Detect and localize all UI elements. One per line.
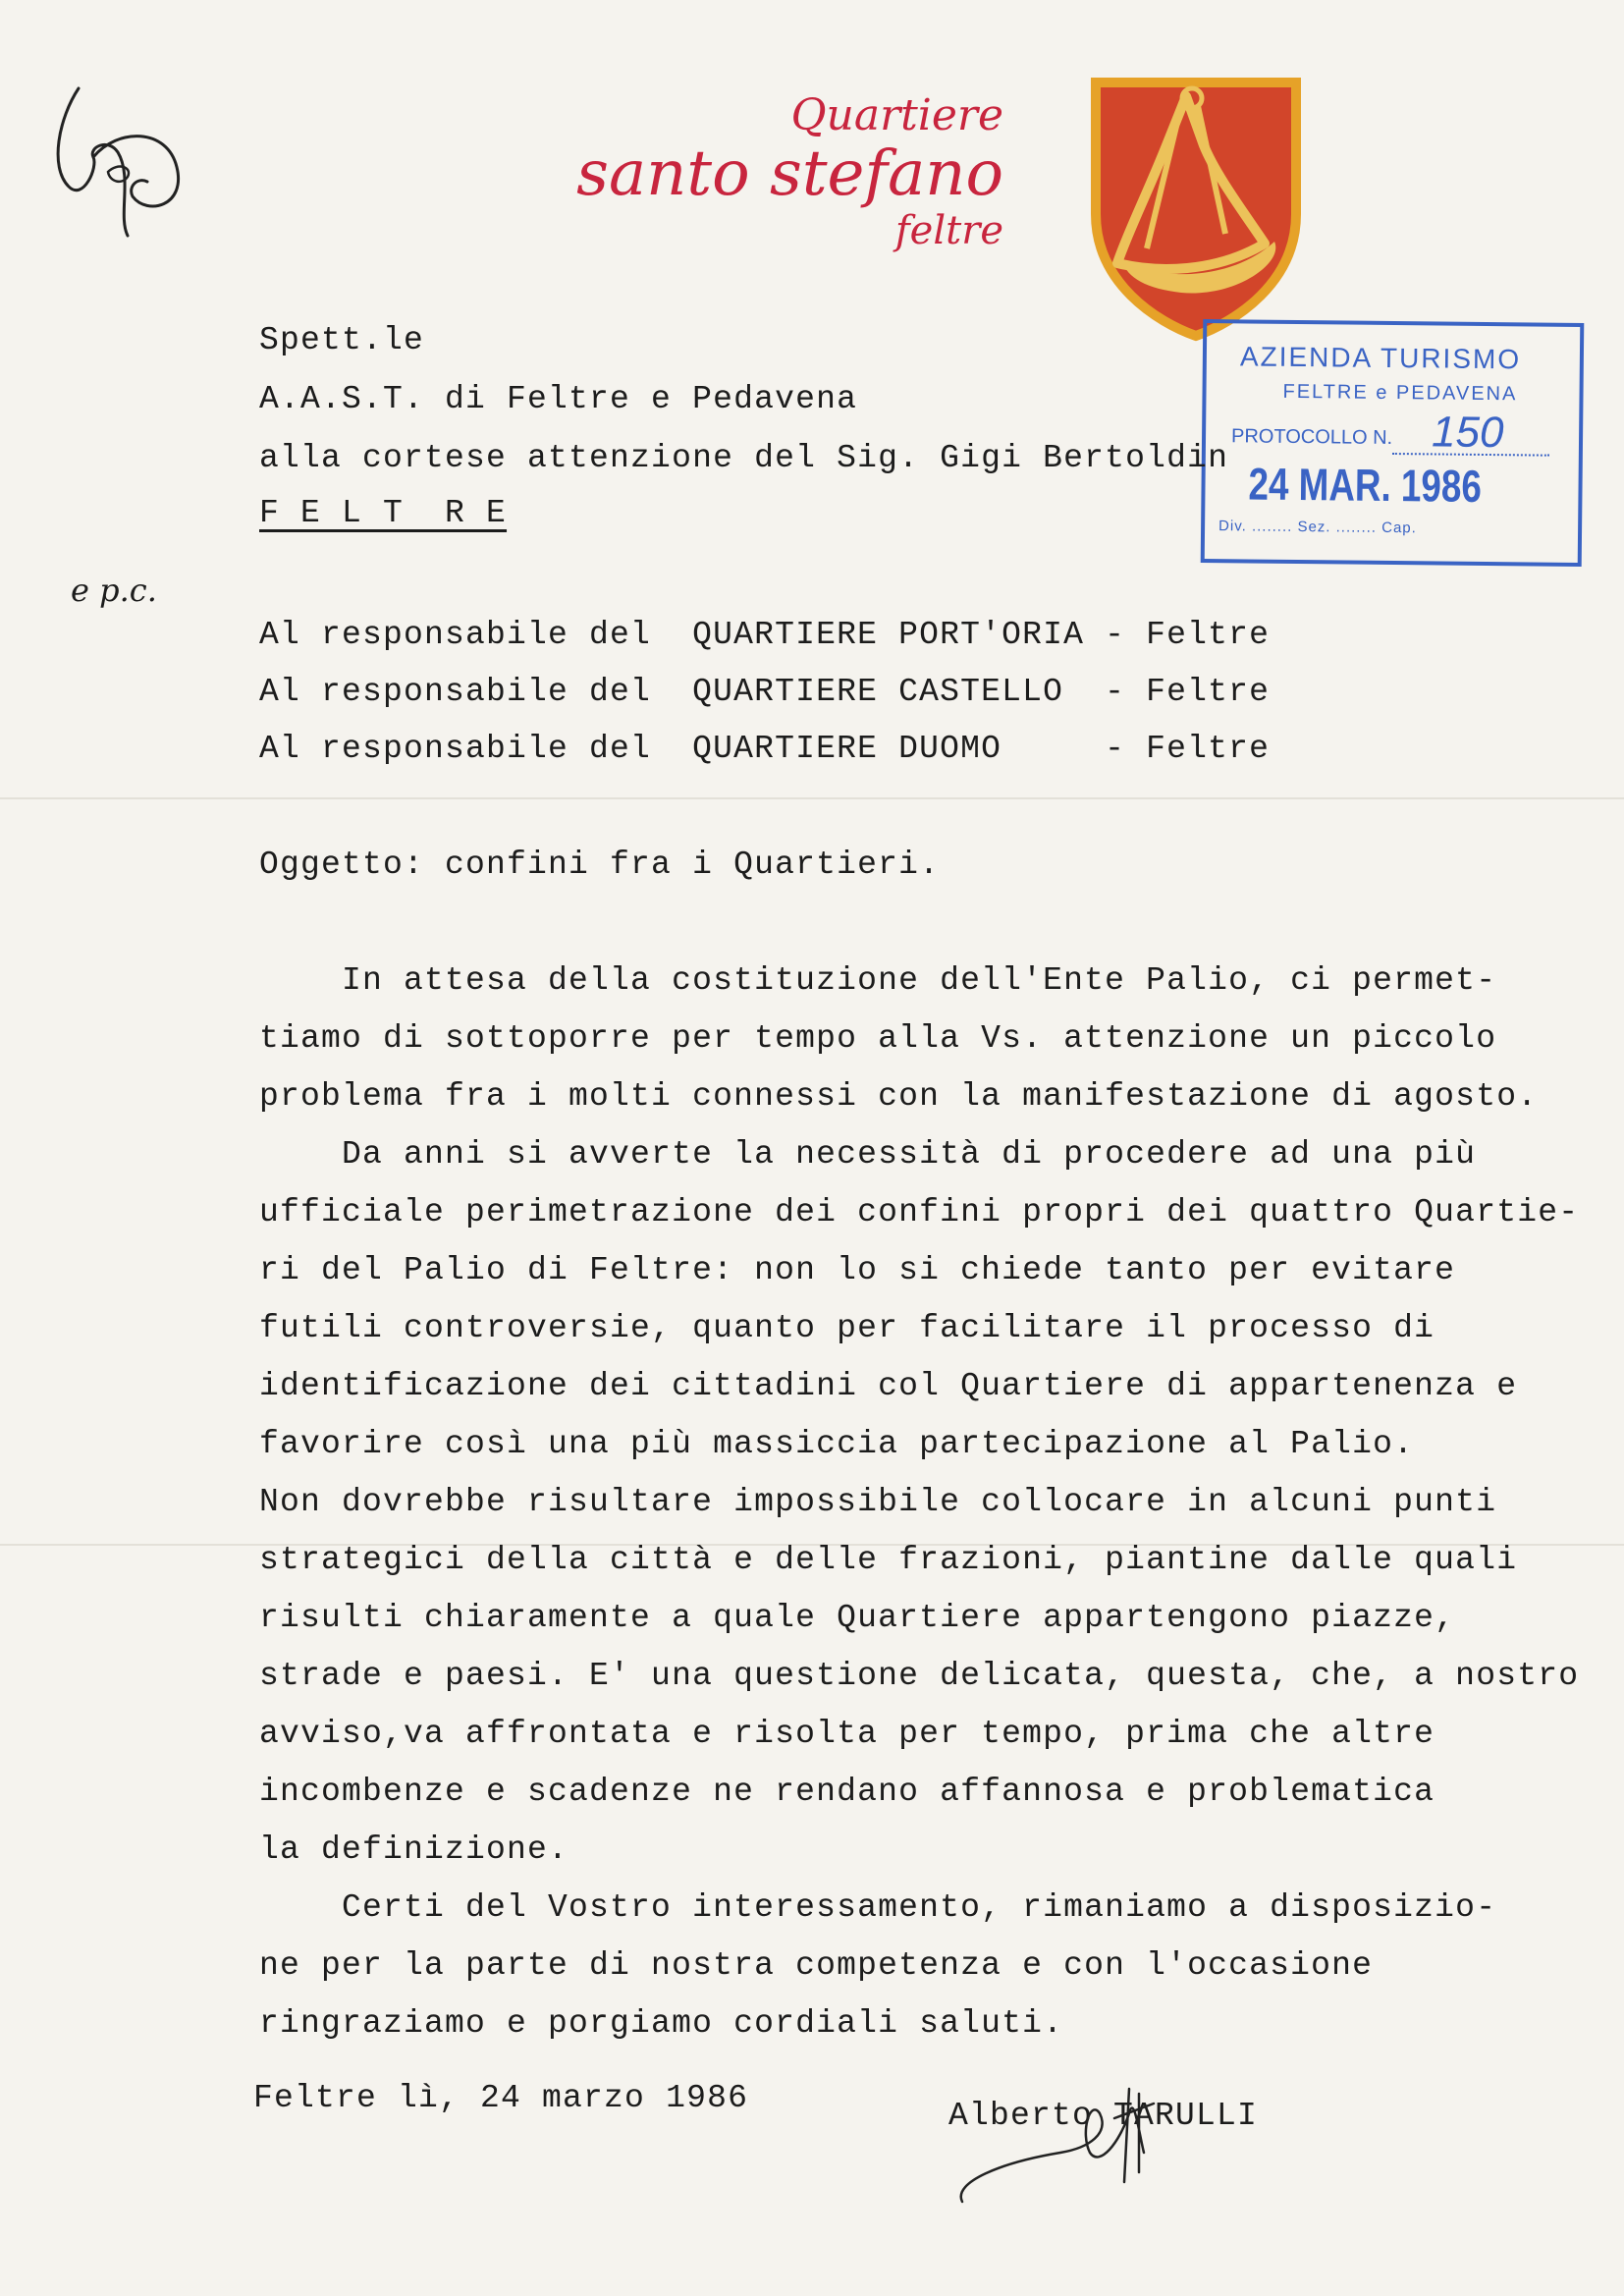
recipient-salutation: Spett.le [259, 322, 425, 358]
handwritten-monogram [39, 69, 187, 246]
stamp-protocol-label: PROTOCOLLO N. [1230, 425, 1393, 450]
body-line: incombenze e scadenze ne rendano affannosa e problematica [259, 1774, 1435, 1810]
body-line: strategici della città e delle frazioni, piantine dalle quali [259, 1542, 1518, 1578]
body-line: ufficiale perimetrazione dei confini propri dei quattro Quartie- [259, 1194, 1580, 1230]
recipient-org: A.A.S.T. di Feltre e Pedavena [259, 381, 858, 417]
stamp-date: 24 MAR. 1986 [1248, 458, 1483, 512]
body-line: Certi del Vostro interessamento, rimaniamo a disposizio- [259, 1889, 1497, 1926]
stamp-subtitle: FELTRE e PEDAVENA [1282, 380, 1518, 406]
body-line: ringraziamo e porgiamo cordiali saluti. [259, 2005, 1064, 2042]
coat-of-arms-shield-icon [1088, 77, 1304, 342]
cc-handwritten-note: e p.c. [71, 572, 157, 609]
letterhead-city: feltre [894, 208, 1003, 253]
body-line: strade e paesi. E' una questione delicata, questa, che, a nostro [259, 1658, 1580, 1694]
letterhead-name: santo stefano [576, 137, 1003, 210]
body-line: risulti chiaramente a quale Quartiere appartengono piazze, [259, 1600, 1456, 1636]
subject-line: Oggetto: confini fra i Quartieri. [259, 847, 941, 883]
cc-line: Al responsabile del QUARTIERE CASTELLO - Feltre [259, 674, 1271, 710]
body-line: futili controversie, quanto per facilitare il processo di [259, 1310, 1435, 1346]
body-line: tiamo di sottoporre per tempo alla Vs. attenzione un piccolo [259, 1020, 1497, 1057]
body-line: Non dovrebbe risultare impossibile collocare in alcuni punti [259, 1484, 1497, 1520]
body-line: ne per la parte di nostra competenza e con l'occasione [259, 1947, 1374, 1984]
body-line: Da anni si avverte la necessità di procedere ad una più [259, 1136, 1477, 1173]
recipient-city: F E L T R E [259, 495, 508, 531]
body-line: ri del Palio di Feltre: non lo si chiede tanto per evitare [259, 1252, 1456, 1288]
stamp-footer: Div. ........ Sez. ........ Cap. [1218, 518, 1417, 537]
handwritten-signature [943, 2074, 1227, 2212]
paper-fold [0, 797, 1624, 799]
body-line: identificazione dei cittadini col Quartiere di appartenenza e [259, 1368, 1518, 1404]
body-line: problema fra i molti connessi con la manifestazione di agosto. [259, 1078, 1539, 1115]
body-line: la definizione. [259, 1831, 569, 1868]
cc-line: Al responsabile del QUARTIERE PORT'ORIA - Feltre [259, 617, 1271, 653]
letterhead-quartiere: Quartiere [790, 90, 1003, 140]
stamp-title: AZIENDA TURISMO [1239, 341, 1522, 375]
recipient-attention: alla cortese attenzione del Sig. Gigi Bertoldin [259, 440, 1229, 476]
protocol-stamp [1201, 319, 1585, 567]
signer-name: Alberto TARULLI [948, 2098, 1259, 2134]
cc-line: Al responsabile del QUARTIERE DUOMO - Feltre [259, 731, 1271, 767]
body-line: avviso,va affrontata e risolta per tempo, prima che altre [259, 1716, 1435, 1752]
body-line: favorire così una più massiccia partecipazione al Palio. [259, 1426, 1415, 1462]
stamp-protocol-number: 150 [1431, 408, 1504, 458]
place-date: Feltre lì, 24 marzo 1986 [253, 2080, 749, 2116]
body-line: In attesa della costituzione dell'Ente Palio, ci permet- [259, 962, 1497, 999]
